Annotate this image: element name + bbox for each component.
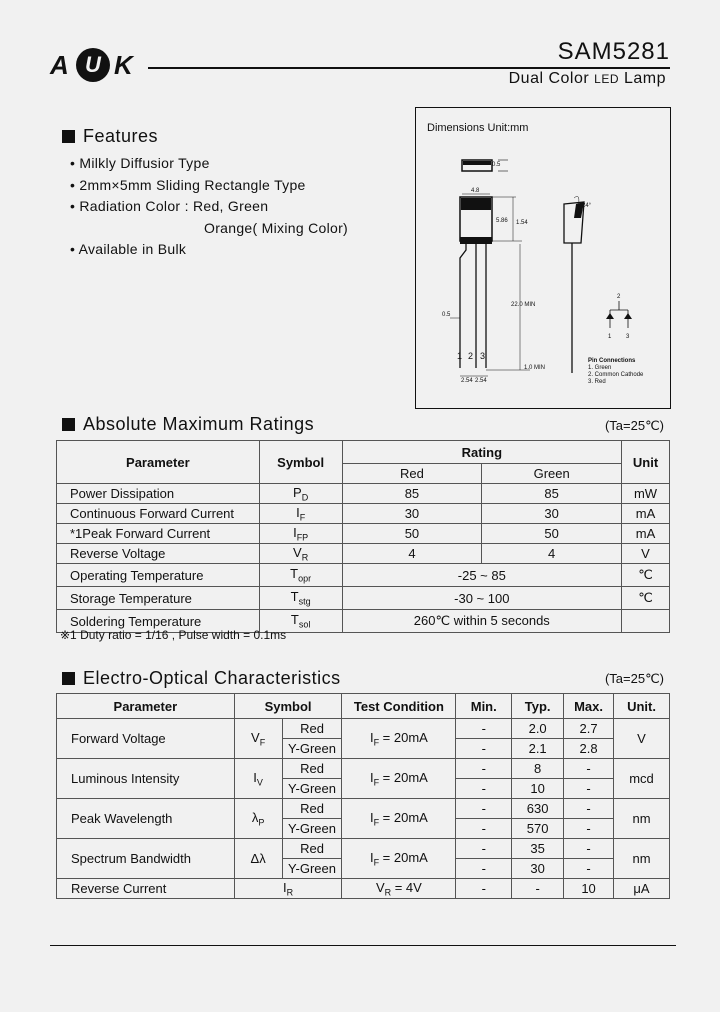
color-cell: Red — [282, 839, 342, 859]
symbol-subscript: opr — [298, 573, 312, 584]
symbol-main: T — [290, 612, 299, 628]
dim-label: 24° — [582, 203, 592, 209]
table-row — [57, 759, 670, 779]
schematic-pin: 3 — [626, 334, 630, 340]
parameter-cell: Soldering Temperature — [57, 610, 260, 633]
color-cell: Y-Green — [282, 819, 342, 839]
symbol-cell — [259, 524, 342, 544]
unit-cell: mA — [622, 504, 670, 524]
symbol-main: V — [375, 879, 385, 895]
dim-label: 4.8 — [471, 188, 480, 194]
max-cell: 2.8 — [564, 739, 614, 759]
dimensions-title: Dimensions Unit:mm — [427, 122, 529, 134]
eoc-table — [56, 693, 670, 899]
symbol-main: I — [283, 879, 287, 895]
features-title: Features — [83, 126, 159, 146]
col-header-unit: Unit. — [614, 694, 670, 719]
logo-letter-u: U — [76, 48, 110, 82]
part-number: SAM5281 — [557, 38, 670, 65]
symbol-cell — [342, 719, 456, 759]
symbol-subscript: R — [384, 887, 392, 898]
symbol-cell — [342, 759, 456, 799]
max-cell: - — [564, 779, 614, 799]
typ-cell: - — [512, 879, 564, 899]
dimension-drawing-box — [415, 107, 671, 409]
symbol-cell — [342, 879, 456, 899]
symbol-main: P — [293, 484, 302, 500]
symbol-subscript: F — [259, 737, 266, 748]
parameter-cell: Peak Wavelength — [57, 799, 235, 839]
symbol-main: T — [290, 566, 299, 582]
pin-number: 1 — [457, 351, 463, 361]
col-header-min: Min. — [456, 694, 512, 719]
symbol-cell — [259, 564, 342, 587]
col-header-red: Red — [342, 464, 482, 484]
red-rating-cell: 4 — [342, 544, 482, 564]
symbol-main: V — [293, 544, 302, 560]
symbol-subscript: F — [373, 777, 380, 788]
col-header-parameter: Parameter — [57, 441, 260, 484]
features-list — [70, 153, 348, 261]
green-rating-cell: 50 — [482, 524, 622, 544]
min-cell: - — [456, 879, 512, 899]
unit-cell: ℃ — [622, 564, 670, 587]
min-cell: - — [456, 799, 512, 819]
feature-item: • Milkly Diffusior Type — [70, 155, 210, 171]
color-cell: Y-Green — [282, 779, 342, 799]
col-header-rating: Rating — [342, 441, 621, 464]
subtitle-led: LED — [594, 72, 620, 86]
symbol-subscript: F — [373, 857, 380, 868]
parameter-cell: Reverse Current — [57, 879, 235, 899]
symbol-main: I — [296, 504, 300, 520]
max-cell: - — [564, 859, 614, 879]
symbol-subscript: R — [301, 552, 309, 563]
feature-item: Orange( Mixing Color) — [204, 219, 349, 236]
logo-letter-k: K — [114, 50, 133, 80]
typ-cell: 570 — [512, 819, 564, 839]
min-cell: - — [456, 779, 512, 799]
table-row — [57, 879, 670, 899]
unit-cell: mW — [622, 484, 670, 504]
table-row — [57, 564, 670, 587]
symbol-subscript: sol — [298, 619, 311, 630]
symbol-cell — [234, 839, 282, 879]
symbol-main: T — [290, 589, 299, 605]
symbol-main: I — [369, 769, 374, 785]
dim-label: 2.54 — [461, 378, 473, 384]
symbol-subscript: D — [301, 492, 309, 503]
symbol-main: V — [251, 729, 260, 745]
table-row — [57, 839, 670, 859]
amr-heading — [62, 414, 314, 435]
unit-cell: V — [622, 544, 670, 564]
test-value: = 4V — [391, 879, 422, 895]
symbol-subscript: stg — [298, 596, 311, 607]
symbol-main: I — [253, 769, 257, 785]
symbol-cell — [234, 879, 342, 899]
parameter-cell: Storage Temperature — [57, 587, 260, 610]
pin-connection: 2. Common Cathode — [588, 372, 644, 378]
symbol-subscript: P — [258, 817, 265, 828]
min-cell: - — [456, 759, 512, 779]
table-row — [57, 504, 670, 524]
symbol-main: λ — [251, 809, 259, 825]
duty-ratio-note: ※1 Duty ratio = 1/16 , Pulse width = 0.1ms — [60, 628, 287, 642]
col-header-typ: Typ. — [512, 694, 564, 719]
col-header-symbol: Symbol — [259, 441, 342, 484]
eoc-condition: (Ta=25℃) — [604, 671, 664, 686]
unit-cell: μA — [614, 879, 670, 899]
bullet-square-icon — [62, 672, 75, 685]
unit-cell: mA — [622, 524, 670, 544]
feature-item: • Radiation Color : Red, Green — [70, 198, 269, 214]
test-value: = 20mA — [379, 769, 428, 785]
parameter-cell: Power Dissipation — [57, 484, 260, 504]
unit-cell — [622, 610, 670, 633]
pin-connections-title: Pin Connections — [588, 358, 636, 364]
table-row — [57, 524, 670, 544]
unit-cell: V — [614, 719, 670, 759]
symbol-cell — [234, 719, 282, 759]
rating-cell: 260℃ within 5 seconds — [342, 610, 621, 633]
max-cell: - — [564, 799, 614, 819]
test-value: = 20mA — [379, 729, 428, 745]
logo-letter-a: A — [50, 50, 69, 80]
dim-label: 22.0 MIN — [511, 302, 536, 308]
feature-item: • Available in Bulk — [70, 241, 187, 257]
schematic-pin: 1 — [608, 334, 612, 340]
feature-item: • 2mm×5mm Sliding Rectangle Type — [70, 176, 306, 193]
product-subtitle — [509, 70, 666, 88]
symbol-cell — [259, 587, 342, 610]
parameter-cell: Spectrum Bandwidth — [57, 839, 235, 879]
green-rating-cell: 30 — [482, 504, 622, 524]
unit-cell: nm — [614, 799, 670, 839]
parameter-cell: Operating Temperature — [57, 564, 260, 587]
typ-cell: 630 — [512, 799, 564, 819]
symbol-cell — [342, 799, 456, 839]
min-cell: - — [456, 859, 512, 879]
parameter-cell: Luminous Intensity — [57, 759, 235, 799]
color-cell: Red — [282, 759, 342, 779]
typ-cell: 2.1 — [512, 739, 564, 759]
test-value: = 20mA — [379, 849, 428, 865]
color-cell: Red — [282, 799, 342, 819]
table-row — [57, 719, 670, 739]
max-cell: - — [564, 839, 614, 859]
subtitle-main: Dual Color — [508, 70, 590, 87]
dim-label: 1.0 MIN — [524, 365, 546, 371]
dim-label: 2.54 — [475, 378, 487, 384]
col-header-unit: Unit — [622, 441, 670, 484]
symbol-subscript: FP — [296, 532, 309, 543]
unit-cell: mcd — [614, 759, 670, 799]
max-cell: - — [564, 759, 614, 779]
symbol-main: I — [293, 524, 297, 540]
dim-label: 0.5 — [442, 312, 451, 318]
symbol-subscript: R — [286, 887, 294, 898]
symbol-cell — [259, 504, 342, 524]
table-row — [57, 799, 670, 819]
symbol-cell — [234, 799, 282, 839]
symbol-main: I — [369, 809, 374, 825]
typ-cell: 35 — [512, 839, 564, 859]
bullet-square-icon — [62, 418, 75, 431]
header-rule — [148, 67, 670, 69]
green-rating-cell: 85 — [482, 484, 622, 504]
symbol-cell — [234, 759, 282, 799]
min-cell: - — [456, 839, 512, 859]
typ-cell: 30 — [512, 859, 564, 879]
amr-table — [56, 440, 670, 633]
package-drawing — [416, 108, 670, 408]
pin-number: 2 — [468, 351, 474, 361]
pin-connection: 3. Red — [588, 379, 606, 385]
pin-number: 3 — [480, 351, 486, 361]
color-cell: Y-Green — [282, 859, 342, 879]
symbol-cell — [342, 839, 456, 879]
symbol-cell — [259, 544, 342, 564]
dim-label: 1.54 — [516, 220, 528, 226]
amr-title: Absolute Maximum Ratings — [83, 414, 315, 434]
table-row — [57, 544, 670, 564]
dim-label: 5.86 — [496, 218, 508, 224]
red-rating-cell: 30 — [342, 504, 482, 524]
symbol-subscript: F — [299, 512, 306, 523]
col-header-green: Green — [482, 464, 622, 484]
parameter-cell: Reverse Voltage — [57, 544, 260, 564]
eoc-title: Electro-Optical Characteristics — [83, 668, 341, 688]
company-logo — [50, 48, 145, 80]
typ-cell: 2.0 — [512, 719, 564, 739]
unit-cell: ℃ — [622, 587, 670, 610]
color-cell: Y-Green — [282, 739, 342, 759]
col-header-parameter: Parameter — [57, 694, 235, 719]
dim-label: 0.5 — [492, 162, 501, 168]
amr-condition: (Ta=25℃) — [604, 418, 664, 433]
max-cell: - — [564, 819, 614, 839]
red-rating-cell: 85 — [342, 484, 482, 504]
symbol-subscript: F — [373, 817, 380, 828]
symbol-main: I — [369, 729, 374, 745]
red-rating-cell: 50 — [342, 524, 482, 544]
min-cell: - — [456, 819, 512, 839]
table-row — [57, 484, 670, 504]
features-heading — [62, 126, 158, 147]
max-cell: 2.7 — [564, 719, 614, 739]
min-cell: - — [456, 719, 512, 739]
parameter-cell: Continuous Forward Current — [57, 504, 260, 524]
table-row — [57, 587, 670, 610]
col-header-test-condition: Test Condition — [342, 694, 456, 719]
col-header-symbol: Symbol — [234, 694, 342, 719]
color-cell: Red — [282, 719, 342, 739]
parameter-cell: Forward Voltage — [57, 719, 235, 759]
green-rating-cell: 4 — [482, 544, 622, 564]
typ-cell: 8 — [512, 759, 564, 779]
subtitle-end: Lamp — [623, 70, 666, 87]
symbol-cell — [259, 484, 342, 504]
col-header-max: Max. — [564, 694, 614, 719]
unit-cell: nm — [614, 839, 670, 879]
symbol-subscript: V — [256, 777, 263, 788]
test-value: = 20mA — [379, 809, 428, 825]
symbol-subscript: F — [373, 737, 380, 748]
max-cell: 10 — [564, 879, 614, 899]
schematic-pin: 2 — [617, 294, 621, 300]
footer-rule — [50, 945, 676, 946]
symbol-main: I — [369, 849, 374, 865]
rating-cell: -30 ~ 100 — [342, 587, 621, 610]
typ-cell: 10 — [512, 779, 564, 799]
pin-connection: 1. Green — [588, 365, 612, 371]
parameter-cell: *1Peak Forward Current — [57, 524, 260, 544]
min-cell: - — [456, 739, 512, 759]
eoc-heading — [62, 668, 341, 689]
symbol-main: Δλ — [250, 851, 266, 866]
bullet-square-icon — [62, 130, 75, 143]
rating-cell: -25 ~ 85 — [342, 564, 621, 587]
